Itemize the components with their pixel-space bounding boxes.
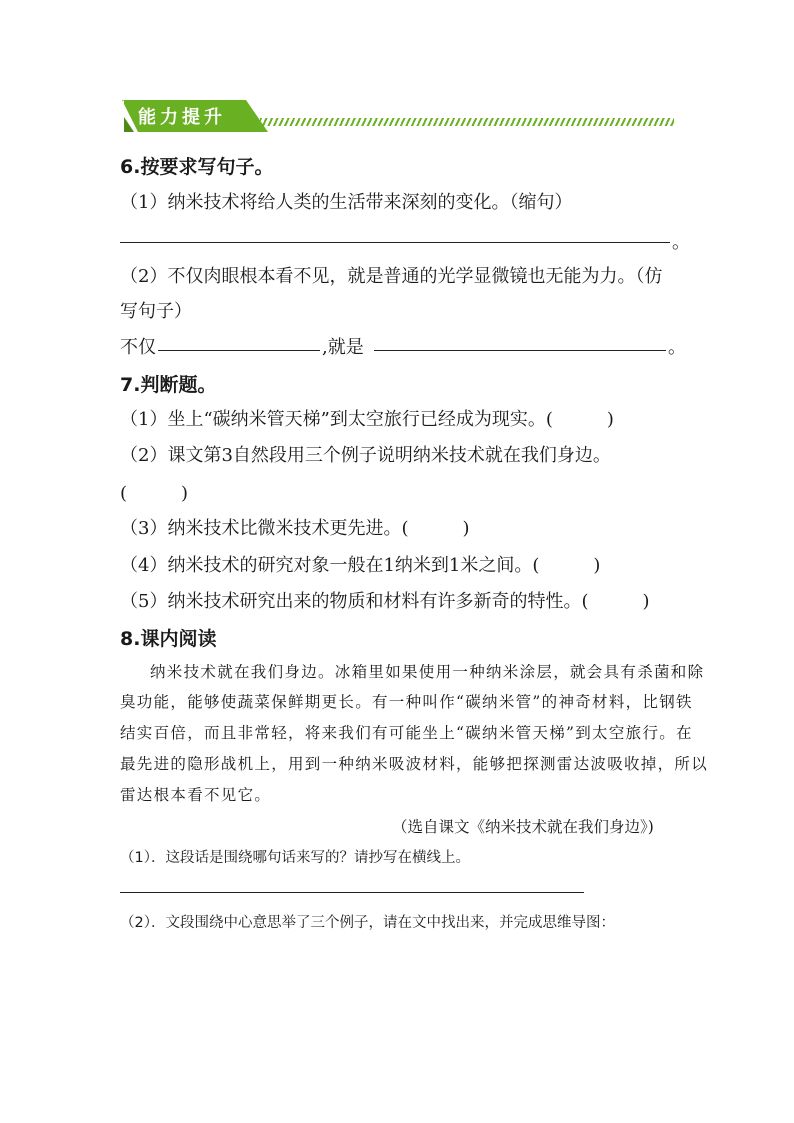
q6-item2-line2: 写句子） bbox=[120, 301, 192, 322]
q8-answer-line[interactable] bbox=[120, 892, 584, 893]
q8-passage-line-5: 雷达根本看不见它。 bbox=[120, 786, 272, 804]
q6-heading: 6.按要求写句子。 bbox=[120, 156, 274, 178]
q6-answer-line-1[interactable] bbox=[120, 242, 670, 243]
banner-stripe bbox=[260, 118, 674, 126]
q7-item-4: （4）纳米技术的研究对象一般在1纳米到1米之间。( ) bbox=[120, 555, 601, 576]
q8-sub-question-2: （2）．文段围绕中心意思举了三个例子，请在文中找出来，并完成思维导图： bbox=[120, 915, 615, 931]
q6-answer-end-1: 。 bbox=[672, 232, 690, 253]
q6-fill-mid: ,就是 bbox=[322, 337, 364, 358]
q8-sub-question-1: （1）．这段话是围绕哪句话来写的？请抄写在横线上。 bbox=[120, 850, 470, 866]
q7-item-3: （3）纳米技术比微米技术更先进。( ) bbox=[120, 518, 470, 539]
banner-title: 能力提升 bbox=[138, 107, 226, 128]
q8-heading: 8.课内阅读 bbox=[120, 628, 217, 650]
q6-fill-end: 。 bbox=[668, 337, 686, 358]
q7-item-2-paren[interactable]: ( ) bbox=[120, 483, 189, 504]
q7-item-1: （1）坐上“碳纳米管天梯”到太空旅行已经成为现实。( ) bbox=[120, 409, 614, 430]
q6-item1: （1）纳米技术将给人类的生活带来深刻的变化。（缩句） bbox=[120, 192, 573, 213]
q7-item-2: （2）课文第3自然段用三个例子说明纳米技术就在我们身边。 bbox=[120, 445, 611, 466]
q7-heading: 7.判断题。 bbox=[120, 374, 217, 396]
q8-source: （选自课文《纳米技术就在我们身边》) bbox=[392, 818, 654, 836]
q6-fill-blank-2[interactable] bbox=[374, 350, 666, 351]
q8-passage-line-3: 结实百倍，而且非常轻，将来我们有可能坐上“碳纳米管天梯”到太空旅行。在 bbox=[120, 724, 693, 742]
q6-item2-line1: （2）不仅肉眼根本看不见，就是普通的光学显微镜也无能为力。（仿 bbox=[120, 266, 663, 287]
q6-fill-blank-1[interactable] bbox=[158, 350, 320, 351]
q8-passage-line-2: 臭功能，能够使蔬菜保鲜期更长。有一种叫作“碳纳米管”的神奇材料，比钢铁 bbox=[120, 693, 693, 711]
q8-passage-line-4: 最先进的隐形战机上，用到一种纳米吸波材料，能够把探测雷达波吸收掉，所以 bbox=[120, 755, 709, 773]
q8-passage-line-1: 纳米技术就在我们身边。冰箱里如果使用一种纳米涂层，就会具有杀菌和除 bbox=[150, 663, 705, 681]
q6-fill-prefix: 不仅 bbox=[120, 337, 156, 358]
q7-item-5: （5）纳米技术研究出来的物质和材料有许多新奇的特性。( ) bbox=[120, 591, 650, 612]
